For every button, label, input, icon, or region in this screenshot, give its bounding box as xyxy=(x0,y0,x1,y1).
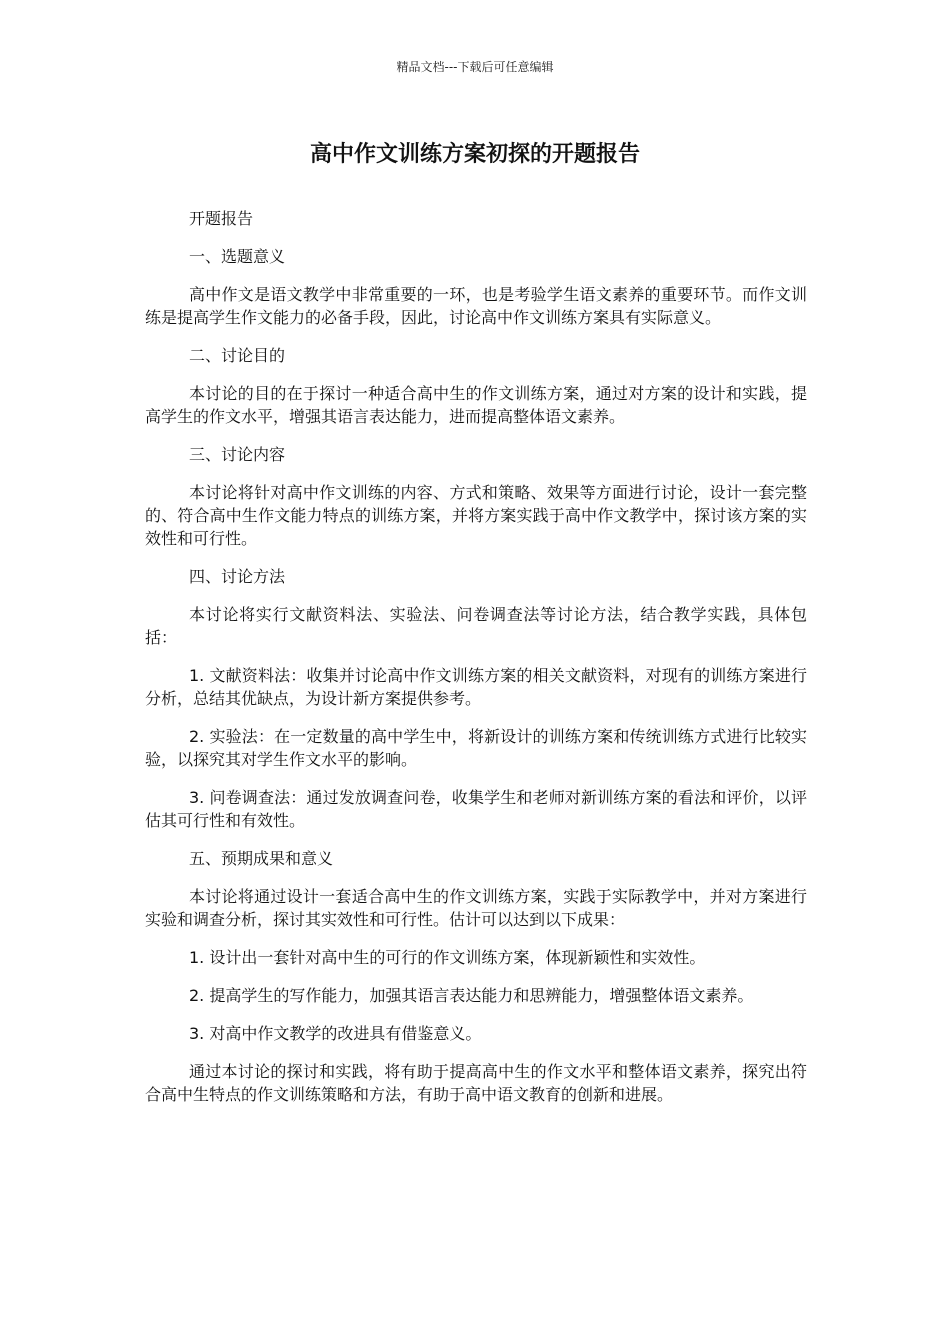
document-body xyxy=(145,207,807,1121)
section-label-report: 开题报告 xyxy=(189,209,254,228)
header-watermark: 精品文档---下载后可任意编辑 xyxy=(396,60,554,74)
paragraph-conclusion: 通过本讨论的探讨和实践，将有助于提高高中生的作文水平和整体语文素养，探究出符合高中生特点的作文训练策略和方法，有助于高中语文教育的创新和进展。 xyxy=(145,1062,807,1104)
paragraph-content: 本讨论将针对高中作文训练的内容、方式和策略、效果等方面进行讨论，设计一套完整的、符合高中生作文能力特点的训练方案，并将方案实践于高中作文教学中，探讨该方案的实效性和可行性。 xyxy=(145,483,807,548)
section-heading-significance: 一、选题意义 xyxy=(189,247,286,266)
list-item-outcome-2: 2. 提高学生的写作能力，加强其语言表达能力和思辨能力，增强整体语文素养。 xyxy=(189,986,754,1005)
list-item-method-2: 2. 实验法：在一定数量的高中学生中，将新设计的训练方案和传统训练方式进行比较实验，以探究其对学生作文水平的影响。 xyxy=(145,727,807,769)
paragraph-outcomes: 本讨论将通过设计一套适合高中生的作文训练方案，实践于实际教学中，并对方案进行实验和调查分析，探讨其实效性和可行性。估计可以达到以下成果： xyxy=(145,887,807,929)
document-title: 高中作文训练方案初探的开题报告 xyxy=(309,142,640,167)
list-item-method-3: 3. 问卷调查法：通过发放调查问卷，收集学生和老师对新训练方案的看法和评价，以评估其可行性和有效性。 xyxy=(145,788,807,830)
section-heading-content: 三、讨论内容 xyxy=(189,445,286,464)
list-item-outcome-1: 1. 设计出一套针对高中生的可行的作文训练方案，体现新颖性和实效性。 xyxy=(189,948,706,967)
list-item-method-1: 1. 文献资料法：收集并讨论高中作文训练方案的相关文献资料，对现有的训练方案进行分析，总结其优缺点，为设计新方案提供参考。 xyxy=(145,666,807,708)
paragraph-purpose: 本讨论的目的在于探讨一种适合高中生的作文训练方案，通过对方案的设计和实践，提高学生的作文水平，增强其语言表达能力，进而提高整体语文素养。 xyxy=(145,384,807,426)
list-item-outcome-3: 3. 对高中作文教学的改进具有借鉴意义。 xyxy=(189,1024,482,1043)
paragraph-significance: 高中作文是语文教学中非常重要的一环，也是考验学生语文素养的重要环节。而作文训练是提高学生作文能力的必备手段，因此，讨论高中作文训练方案具有实际意义。 xyxy=(145,285,807,327)
paragraph-method: 本讨论将实行文献资料法、实验法、问卷调查法等讨论方法，结合教学实践，具体包括： xyxy=(145,605,807,647)
section-heading-purpose: 二、讨论目的 xyxy=(189,346,286,365)
section-heading-method: 四、讨论方法 xyxy=(189,567,286,586)
section-heading-outcomes: 五、预期成果和意义 xyxy=(189,849,334,868)
